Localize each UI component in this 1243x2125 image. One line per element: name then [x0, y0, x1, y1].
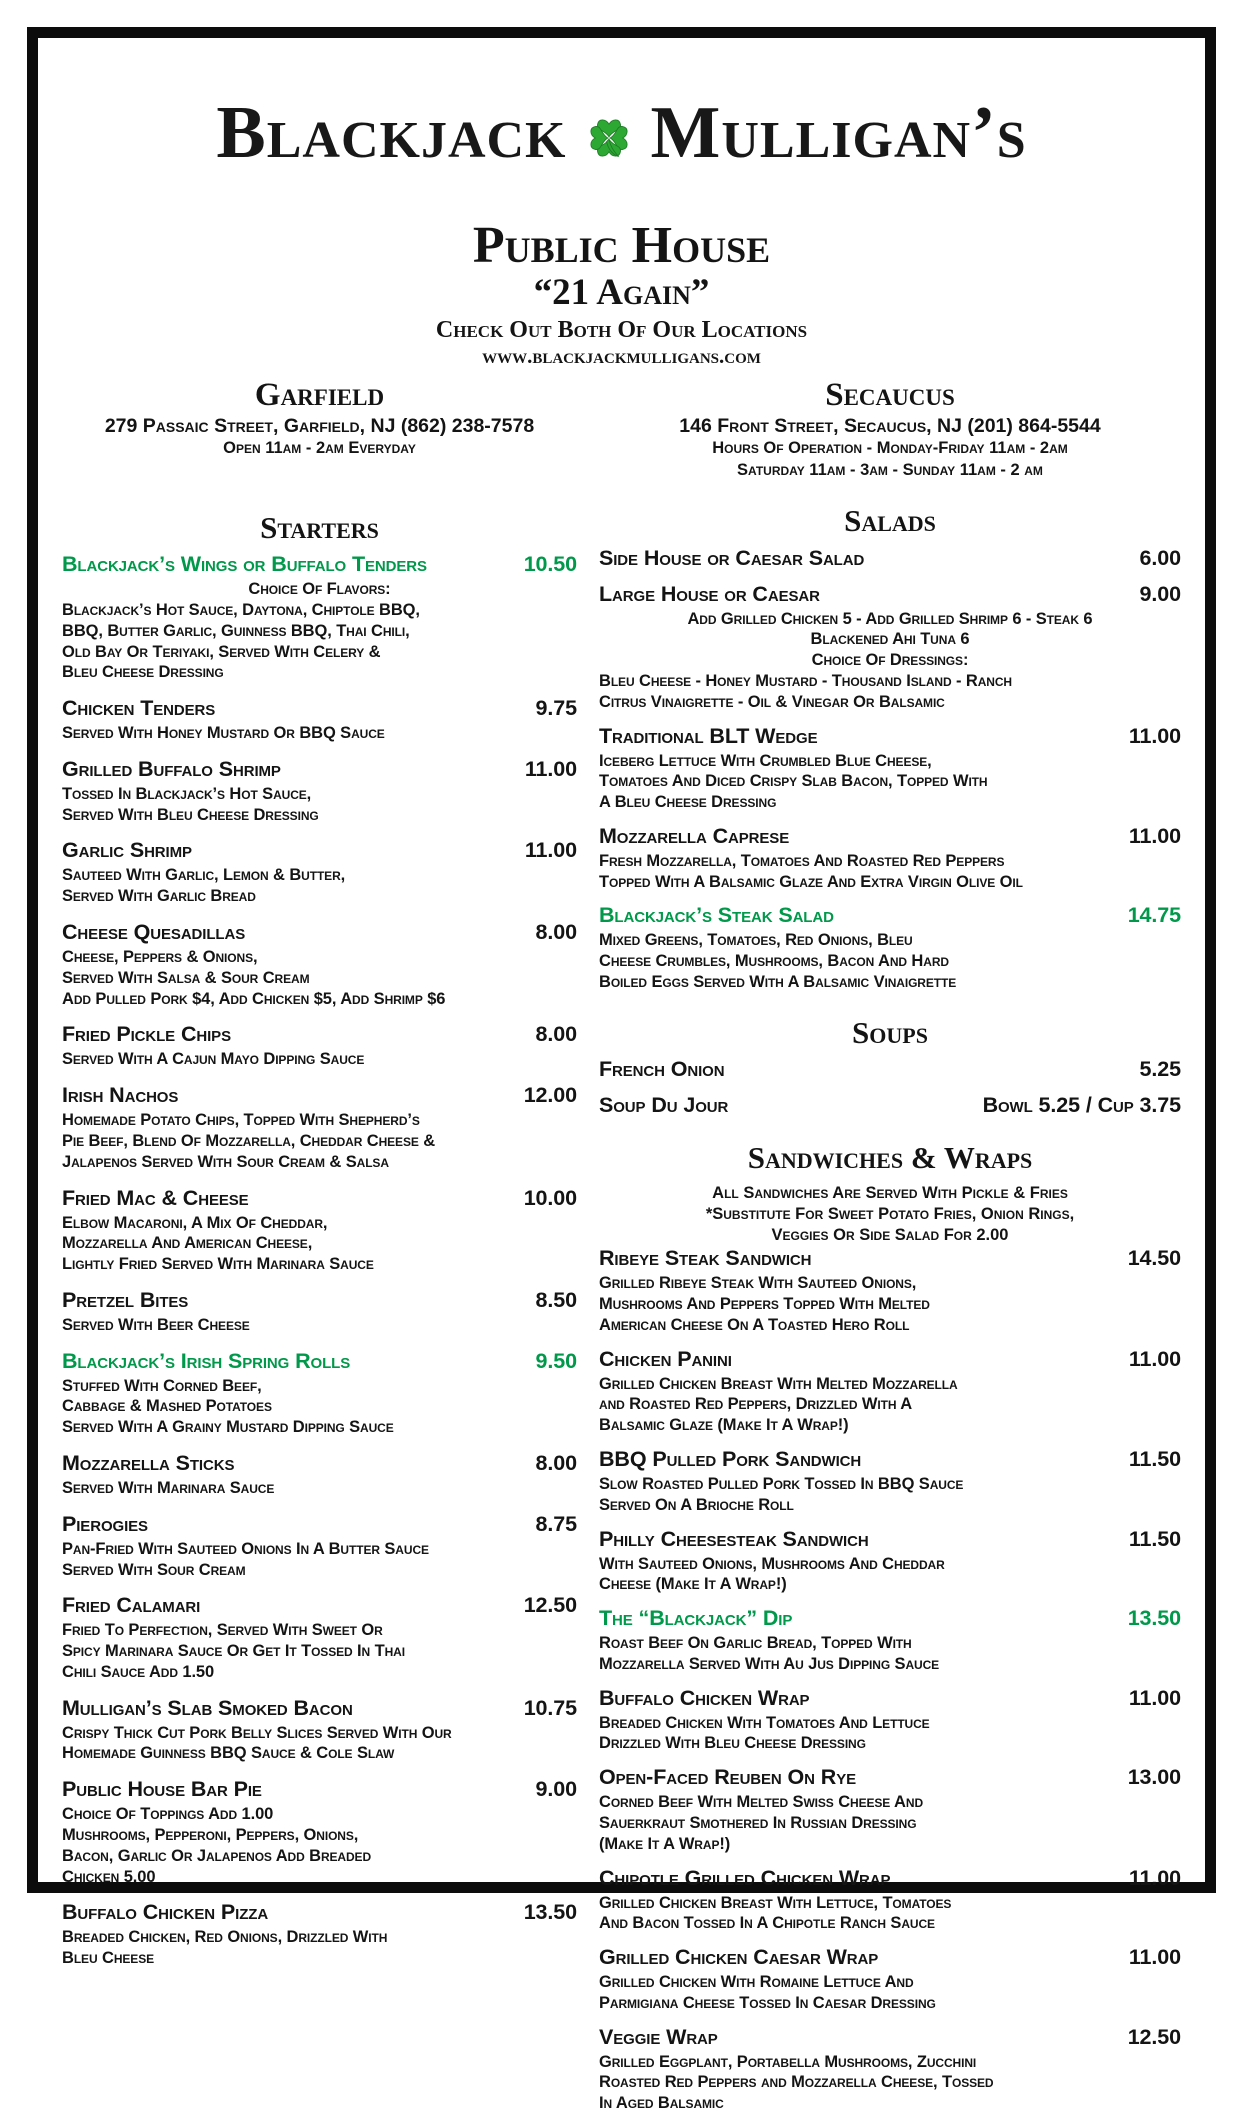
item-description [62, 1315, 577, 1336]
item-name: Buffalo Chicken Wrap [599, 1685, 810, 1710]
menu-item [599, 1093, 1181, 1118]
item-desc-line: With Sauteed Onions, Mushrooms And Cheddar [599, 1554, 945, 1573]
item-name: Chicken Tenders [62, 696, 216, 721]
item-desc-line: Chicken 5.00 [62, 1867, 156, 1886]
menu-item [62, 1593, 577, 1682]
item-price: 9.50 [535, 1348, 577, 1373]
item-desc-line: Roast Beef On Garlic Bread, Topped With [599, 1634, 912, 1653]
location-block [599, 378, 1181, 481]
item-description [599, 1374, 1181, 1436]
item-name: Blackjack’s Steak Salad [599, 903, 834, 928]
item-row [62, 1022, 577, 1047]
item-description [599, 930, 1181, 992]
item-row [599, 1246, 1181, 1271]
section-title-salads: Salads [844, 503, 936, 539]
item-row [62, 1696, 577, 1721]
title-right: Mulligan’s [650, 91, 1027, 174]
item-desc-line: Add Pulled Pork $4, Add Chicken $5, Add Shrimp $6 [62, 989, 446, 1008]
item-name: Grilled Chicken Caesar Wrap [599, 1945, 879, 1970]
item-price: 11.00 [524, 756, 577, 781]
item-desc-line: Pan-Fried With Sauteed Onions In A Butter Sauce [62, 1539, 429, 1558]
item-price: Bowl 5.25 / Cup 3.75 [982, 1093, 1181, 1118]
item-desc-line: Choice Of Flavors: [248, 580, 391, 599]
location-name: Garfield [254, 377, 385, 414]
item-name: Traditional BLT Wedge [599, 723, 818, 748]
item-desc-line: BBQ, Butter Garlic, Guinness BBQ, Thai Chili, [62, 621, 410, 640]
item-name: Open-Faced Reuben On Rye [599, 1765, 857, 1790]
section-sandwiches-wraps [599, 1142, 1181, 2114]
menu-item [599, 724, 1181, 813]
item-name: Cheese Quesadillas [62, 920, 246, 945]
item-name: Chipotle Grilled Chicken Wrap [599, 1865, 891, 1890]
item-name: Garlic Shrimp [62, 838, 192, 863]
menu-item [599, 582, 1181, 713]
item-desc-line: Cheese, Peppers & Onions, [62, 948, 258, 967]
item-desc-line: Cheese Crumbles, Mushrooms, Bacon And Hard [599, 952, 949, 971]
item-desc-line: Elbow Macaroni, A Mix Of Cheddar, [62, 1213, 328, 1232]
item-name: Fried Calamari [62, 1593, 201, 1618]
item-row [62, 1349, 577, 1374]
item-desc-line: Bleu Cheese - Honey Mustard - Thousand Island - Ranch [599, 672, 1012, 691]
section-note-line: All Sandwiches Are Served With Pickle & Fries [712, 1183, 1068, 1202]
item-description [599, 609, 1181, 713]
title-left: Blackjack [216, 91, 567, 174]
section-note-line: Veggies Or Side Salad For 2.00 [771, 1226, 1009, 1245]
menu-body [62, 378, 1181, 2125]
item-price: 14.50 [1127, 1246, 1181, 1271]
item-desc-line: Bacon, Garlic Or Jalapenos Add Breaded [62, 1846, 372, 1865]
item-name: French Onion [599, 1057, 725, 1082]
item-description [599, 1554, 1181, 1596]
item-desc-line: Fried To Perfection, Served With Sweet Or [62, 1621, 383, 1640]
item-name: Pretzel Bites [62, 1287, 189, 1312]
item-desc-line: American Cheese On A Toasted Hero Roll [599, 1315, 910, 1334]
item-row [62, 1593, 577, 1618]
item-row [599, 1057, 1181, 1082]
item-price: 11.00 [524, 838, 577, 863]
item-price: 11.00 [1128, 1346, 1181, 1371]
item-row [599, 1765, 1181, 1790]
item-desc-line: Served On A Brioche Roll [599, 1495, 794, 1514]
item-name: Fried Mac & Cheese [62, 1185, 249, 1210]
item-description [62, 1478, 577, 1499]
item-price: 8.50 [535, 1287, 577, 1312]
item-desc-line: Breaded Chicken With Tomatoes And Lettuce [599, 1713, 930, 1732]
item-row [599, 1093, 1181, 1118]
item-price: 8.00 [535, 1022, 577, 1047]
item-row [599, 546, 1181, 571]
item-price: 9.75 [535, 696, 577, 721]
item-description [599, 1972, 1181, 2014]
item-name: The “Blackjack” Dip [599, 1606, 793, 1631]
item-desc-line: and Roasted Red Peppers, Drizzled With A [599, 1395, 913, 1414]
location-address: 146 Front Street, Secaucus, NJ (201) 864-5544 [679, 414, 1101, 437]
menu-item [599, 1447, 1181, 1516]
item-row [62, 1777, 577, 1802]
item-desc-line: Served With Sour Cream [62, 1560, 246, 1579]
location-name: Secaucus [825, 377, 955, 414]
item-desc-line: Spicy Marinara Sauce Or Get It Tossed In Thai [62, 1642, 405, 1661]
item-desc-line: Grilled Chicken With Romaine Lettuce And [599, 1973, 914, 1992]
item-name: Blackjack’s Irish Spring Rolls [62, 1348, 351, 1373]
item-description [62, 1110, 577, 1172]
menu-item [62, 1288, 577, 1336]
section-soups [599, 1014, 1181, 1119]
item-description [62, 1376, 577, 1438]
section-title-starters: Starters [260, 509, 379, 545]
item-description [62, 1723, 577, 1765]
location-block [62, 378, 577, 459]
item-desc-line: And Bacon Tossed In A Chipotle Ranch Sauce [599, 1914, 935, 1933]
item-desc-line: Served With A Cajun Mayo Dipping Sauce [62, 1050, 365, 1069]
item-row [62, 838, 577, 863]
item-desc-line: Corned Beef With Melted Swiss Cheese And [599, 1793, 924, 1812]
masthead [62, 91, 1181, 369]
menu-item [62, 1696, 577, 1765]
item-desc-line: Topped With A Balsamic Glaze And Extra Virgin Olive Oil [599, 872, 1023, 891]
item-price: 8.75 [535, 1511, 577, 1536]
location-hours-line: Open 11am - 2am Everyday [223, 439, 416, 458]
item-desc-line: Citrus Vinaigrette - Oil & Vinegar Or Balsamic [599, 692, 945, 711]
left-column [62, 378, 577, 2125]
item-row [62, 1288, 577, 1313]
item-description [62, 1927, 577, 1969]
item-row [599, 582, 1181, 607]
item-row [599, 2025, 1181, 2050]
item-desc-line: In Aged Balsamic [599, 2094, 724, 2113]
menu-item [62, 1451, 577, 1499]
item-price: 10.00 [523, 1185, 577, 1210]
item-name: BBQ Pulled Pork Sandwich [599, 1446, 862, 1471]
item-desc-line: Sauteed With Garlic, Lemon & Butter, [62, 866, 346, 885]
item-desc-line: Homemade Potato Chips, Topped With Shepherd’s [62, 1111, 420, 1130]
item-name: Chicken Panini [599, 1346, 732, 1371]
item-desc-line: Mozzarella Served With Au Jus Dipping Sauce [599, 1654, 940, 1673]
item-description [62, 1049, 577, 1070]
item-desc-line: Served With Salsa & Sour Cream [62, 968, 310, 987]
item-desc-line: Homemade Guinness BBQ Sauce & Cole Slaw [62, 1744, 395, 1763]
item-description [599, 1792, 1181, 1854]
item-desc-line: Tossed In Blackjack’s Hot Sauce, [62, 784, 312, 803]
item-row [62, 920, 577, 945]
item-name: Buffalo Chicken Pizza [62, 1900, 269, 1925]
item-description [599, 851, 1181, 893]
item-price: 11.00 [1128, 823, 1181, 848]
item-desc-line: Grilled Ribeye Steak With Sauteed Onions, [599, 1274, 917, 1293]
item-name: Blackjack’s Wings or Buffalo Tenders [62, 552, 427, 577]
menu-item [62, 920, 577, 1009]
item-price: 11.00 [1128, 1945, 1181, 1970]
item-row [62, 1512, 577, 1537]
item-desc-line: Served With Honey Mustard Or BBQ Sauce [62, 724, 385, 743]
item-description [599, 751, 1181, 813]
item-desc-line: Sauerkraut Smothered In Russian Dressing [599, 1813, 917, 1832]
item-desc-line: Served With A Grainy Mustard Dipping Sauce [62, 1418, 394, 1437]
item-price: 11.00 [1128, 1865, 1181, 1890]
item-desc-line: Mozzarella And American Cheese, [62, 1234, 313, 1253]
location-hours-line: Saturday 11am - 3am - Sunday 11am - 2 am [737, 460, 1043, 479]
item-row [599, 1866, 1181, 1891]
item-desc-line: Add Grilled Chicken 5 - Add Grilled Shrimp 6 - Steak 6 [687, 609, 1093, 628]
item-desc-line: Grilled Chicken Breast With Lettuce, Tomatoes [599, 1893, 952, 1912]
item-desc-line: Parmigiana Cheese Tossed In Caesar Dressing [599, 1993, 936, 2012]
item-desc-line: Mushrooms And Peppers Topped With Melted [599, 1295, 930, 1314]
item-description [62, 1213, 577, 1275]
item-name: Grilled Buffalo Shrimp [62, 756, 281, 781]
item-price: 12.50 [523, 1593, 577, 1618]
item-name: Side House or Caesar Salad [599, 545, 865, 570]
item-desc-line: Iceberg Lettuce With Crumbled Blue Cheese, [599, 751, 932, 770]
item-description [62, 865, 577, 907]
item-row [599, 724, 1181, 749]
menu-item [62, 838, 577, 907]
item-description [599, 1474, 1181, 1516]
menu-item [599, 1057, 1181, 1082]
menu-item [599, 1866, 1181, 1935]
item-desc-line: Slow Roasted Pulled Pork Tossed In BBQ Sauce [599, 1474, 964, 1493]
menu-item [599, 1527, 1181, 1596]
menu-item [599, 1765, 1181, 1854]
item-name: Public House Bar Pie [62, 1777, 262, 1802]
item-desc-line: Drizzled With Bleu Cheese Dressing [599, 1734, 866, 1753]
item-name: Mozzarella Caprese [599, 823, 790, 848]
menu-item [62, 1777, 577, 1887]
menu-item [62, 757, 577, 826]
section-salads [599, 505, 1181, 993]
item-desc-line: Stuffed With Corned Beef, [62, 1376, 262, 1395]
item-desc-line: Bleu Cheese [62, 1949, 154, 1968]
item-price: 10.75 [523, 1695, 577, 1720]
item-price: 11.00 [1128, 1685, 1181, 1710]
item-description [599, 1893, 1181, 1935]
menu-item [599, 1606, 1181, 1675]
item-description [62, 947, 577, 1009]
menu-item [62, 1512, 577, 1581]
menu-item [62, 1083, 577, 1172]
menu-item [599, 1246, 1181, 1335]
item-row [62, 552, 577, 577]
item-desc-line: Fresh Mozzarella, Tomatoes And Roasted Red Peppers [599, 851, 1005, 870]
item-name: Irish Nachos [62, 1083, 179, 1108]
menu-item [62, 1349, 577, 1438]
tagline: “21 Again” [533, 271, 710, 313]
item-row [62, 1451, 577, 1476]
item-name: Ribeye Steak Sandwich [599, 1246, 812, 1271]
subtitle-public-house: Public House [472, 216, 771, 274]
menu-item [62, 1186, 577, 1275]
item-name: Large House or Caesar [599, 581, 820, 606]
item-desc-line: Grilled Eggplant, Portabella Mushrooms, Zucchini [599, 2052, 977, 2071]
item-price: 8.00 [535, 920, 577, 945]
item-row [599, 1347, 1181, 1372]
menu-frame [27, 27, 1216, 2113]
item-name: Soup Du Jour [599, 1093, 729, 1118]
menu-item [62, 1022, 577, 1070]
item-desc-line: Boiled Eggs Served With A Balsamic Vinaigrette [599, 973, 957, 992]
item-row [599, 1945, 1181, 1970]
item-desc-line: Blackjack’s Hot Sauce, Daytona, Chiptole BBQ, [62, 601, 420, 620]
item-description [62, 579, 577, 683]
item-row [599, 1447, 1181, 1472]
item-price: 11.50 [1128, 1446, 1181, 1471]
locations-note: Check Out Both Of Our Locations [435, 316, 808, 343]
item-description [62, 1620, 577, 1682]
restaurant-title [62, 91, 1181, 174]
item-name: Pierogies [62, 1511, 148, 1536]
item-description [599, 1633, 1181, 1675]
item-desc-line: Cheese (Make It A Wrap!) [599, 1575, 787, 1594]
menu-item [62, 696, 577, 744]
item-row [599, 1686, 1181, 1711]
item-name: Mozzarella Sticks [62, 1450, 235, 1475]
item-description [62, 1539, 577, 1581]
item-row [599, 903, 1181, 928]
menu-item [599, 546, 1181, 571]
item-desc-line: Bleu Cheese Dressing [62, 663, 224, 682]
item-description [62, 784, 577, 826]
item-desc-line: Pie Beef, Blend Of Mozzarella, Cheddar Cheese & [62, 1131, 436, 1150]
item-name: Fried Pickle Chips [62, 1022, 231, 1047]
item-desc-line: Blackened Ahi Tuna 6 [810, 630, 970, 649]
item-desc-line: Choice Of Toppings Add 1.00 [62, 1805, 274, 1824]
item-name: Veggie Wrap [599, 2024, 718, 2049]
item-row [599, 1606, 1181, 1631]
menu-item [599, 1347, 1181, 1436]
item-price: 11.00 [1128, 723, 1181, 748]
item-desc-line: Roasted Red Peppers and Mozzarella Cheese, Tossed [599, 2073, 994, 2092]
section-note-line: *Substitute For Sweet Potato Fries, Onion Rings, [705, 1205, 1075, 1224]
item-desc-line: Chili Sauce Add 1.50 [62, 1662, 215, 1681]
item-desc-line: Mushrooms, Pepperoni, Peppers, Onions, [62, 1826, 359, 1845]
item-row [62, 1083, 577, 1108]
item-description [62, 723, 577, 744]
item-desc-line: Served With Marinara Sauce [62, 1478, 275, 1497]
item-price: 12.00 [523, 1083, 577, 1108]
item-desc-line: Served With Beer Cheese [62, 1315, 250, 1334]
item-desc-line: Jalapenos Served With Sour Cream & Salsa [62, 1152, 389, 1171]
item-row [62, 1900, 577, 1925]
location-address: 279 Passaic Street, Garfield, NJ (862) 238-7578 [104, 414, 535, 437]
item-description [599, 1273, 1181, 1335]
item-row [62, 696, 577, 721]
item-price: 13.50 [1127, 1606, 1181, 1631]
item-price: 13.50 [523, 1900, 577, 1925]
item-desc-line: Crispy Thick Cut Pork Belly Slices Served With Our [62, 1723, 452, 1742]
item-desc-line: Old Bay Or Teriyaki, Served With Celery & [62, 642, 381, 661]
item-desc-line: Cabbage & Mashed Potatoes [62, 1397, 272, 1416]
item-desc-line: Choice Of Dressings: [811, 651, 969, 670]
item-desc-line: Served With Garlic Bread [62, 887, 256, 906]
item-desc-line: Breaded Chicken, Red Onions, Drizzled With [62, 1928, 388, 1947]
clover-icon [579, 107, 639, 167]
item-name: Philly Cheesesteak Sandwich [599, 1526, 869, 1551]
item-name: Mulligan’s Slab Smoked Bacon [62, 1695, 353, 1720]
item-description [62, 1804, 577, 1887]
item-row [599, 1527, 1181, 1552]
item-desc-line: Tomatoes And Diced Crispy Slab Bacon, Topped With [599, 772, 988, 791]
menu-item [599, 903, 1181, 992]
location-hours-line: Hours Of Operation - Monday-Friday 11am - 2am [712, 439, 1068, 458]
item-desc-line: (Make It A Wrap!) [599, 1834, 731, 1853]
item-desc-line: Lightly Fried Served With Marinara Sauce [62, 1255, 374, 1274]
item-desc-line: Balsamic Glaze (Make It A Wrap!) [599, 1416, 849, 1435]
right-column [599, 378, 1181, 2125]
item-desc-line: Grilled Chicken Breast With Melted Mozzarella [599, 1374, 958, 1393]
section-title-soups: Soups [852, 1014, 928, 1050]
item-price: 5.25 [1139, 1057, 1181, 1082]
item-row [62, 1186, 577, 1211]
item-price: 9.00 [535, 1777, 577, 1802]
item-price: 13.00 [1127, 1765, 1181, 1790]
menu-item [599, 824, 1181, 893]
item-price: 11.50 [1128, 1526, 1181, 1551]
item-description [599, 2052, 1181, 2114]
website-url: www.blackjackmulligans.com [482, 344, 761, 369]
item-row [62, 757, 577, 782]
item-desc-line: Mixed Greens, Tomatoes, Red Onions, Bleu [599, 931, 913, 950]
menu-item [599, 1945, 1181, 2014]
section-title-sandwiches-wraps: Sandwiches & Wraps [747, 1140, 1033, 1176]
item-description [599, 1713, 1181, 1755]
item-price: 6.00 [1139, 545, 1181, 570]
item-price: 9.00 [1139, 581, 1181, 606]
menu-item [599, 2025, 1181, 2114]
item-desc-line: Served With Bleu Cheese Dressing [62, 805, 319, 824]
item-desc-line: A Bleu Cheese Dressing [599, 793, 777, 812]
item-price: 12.50 [1127, 2024, 1181, 2049]
menu-item [62, 1900, 577, 1969]
menu-item [599, 1686, 1181, 1755]
menu-item [62, 552, 577, 683]
item-row [599, 824, 1181, 849]
item-price: 14.75 [1127, 903, 1181, 928]
item-price: 10.50 [523, 552, 577, 577]
item-price: 8.00 [535, 1450, 577, 1475]
